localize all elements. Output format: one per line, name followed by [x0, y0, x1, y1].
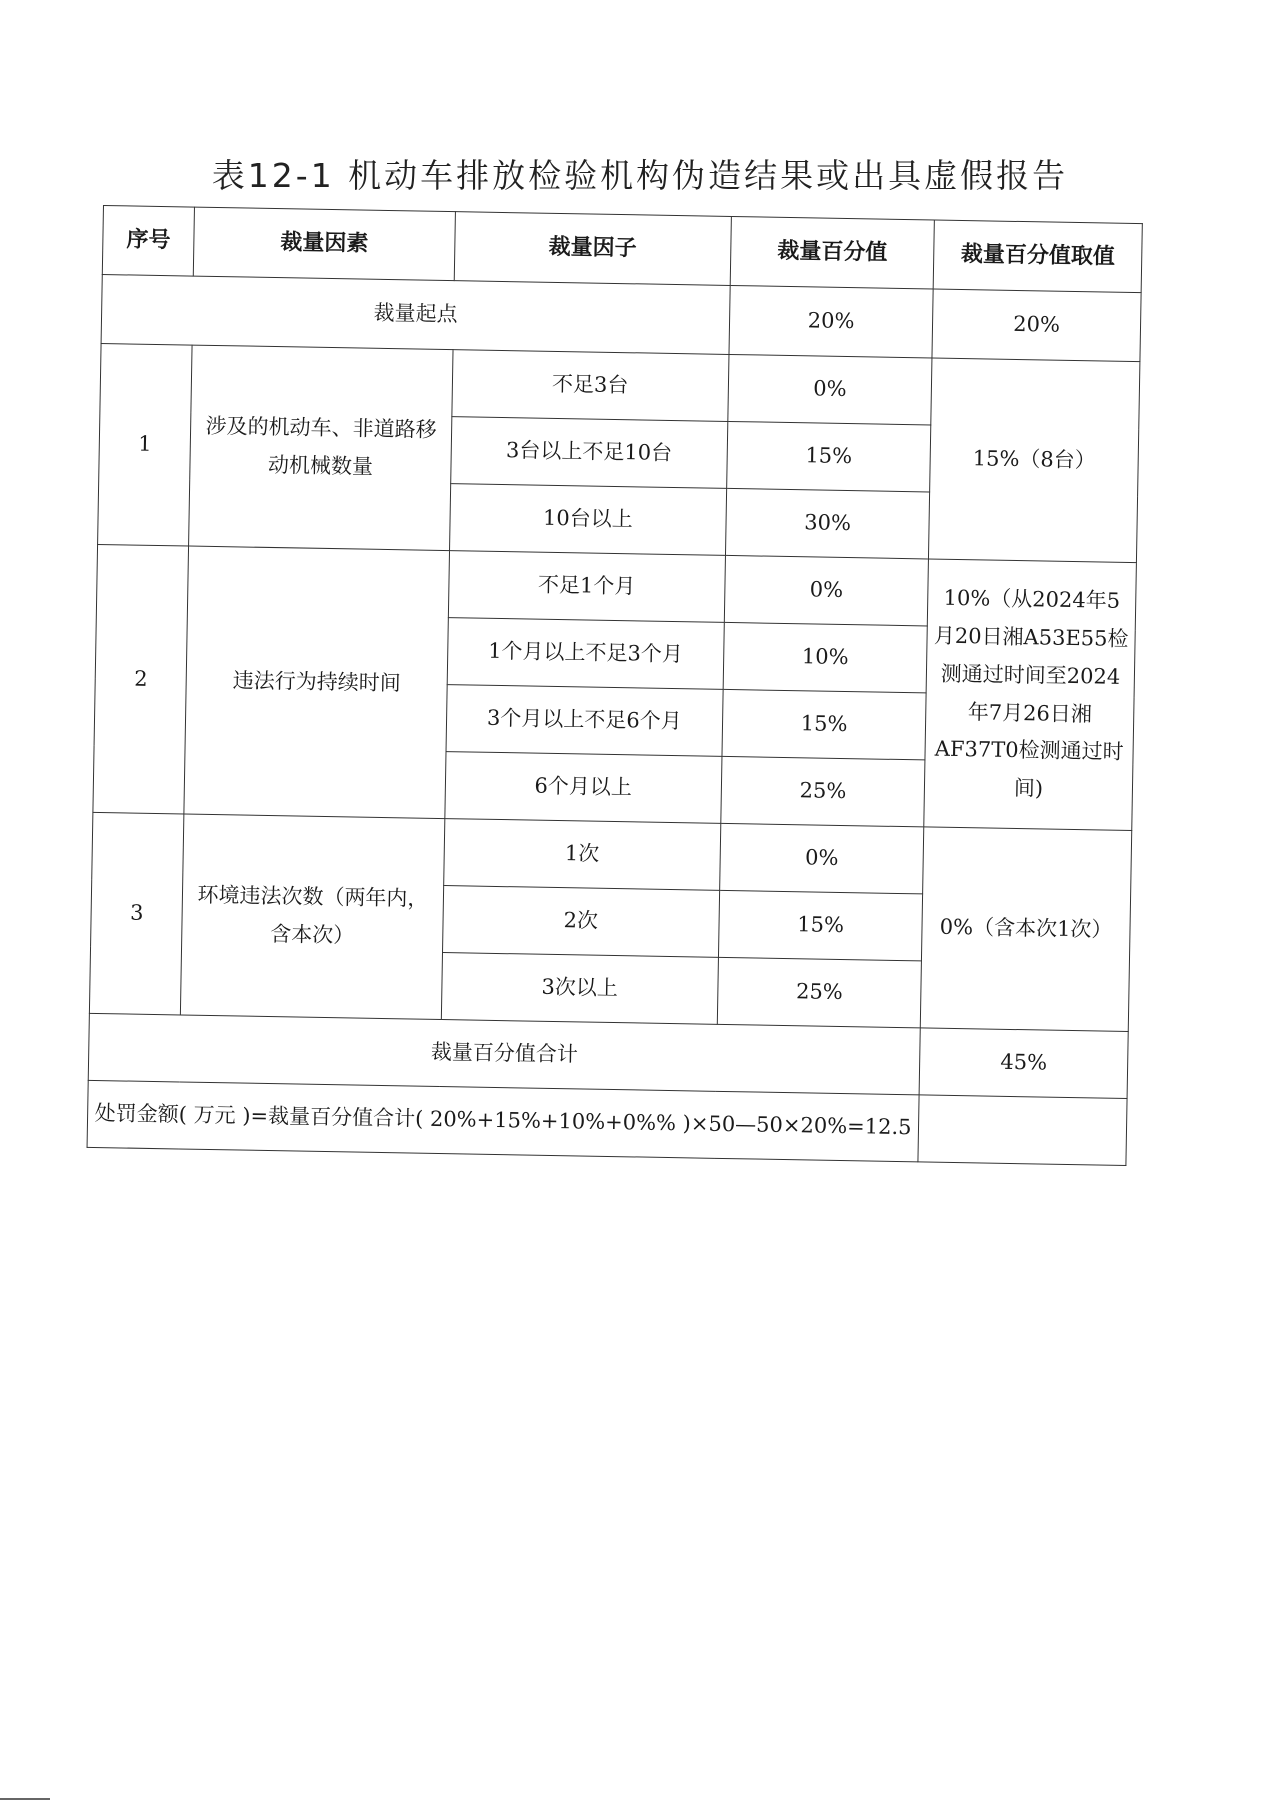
sub-factor-label: 3台以上不足10台	[450, 417, 727, 489]
sub-factor-value: 0%	[728, 354, 932, 425]
sub-factor-label: 1次	[443, 819, 720, 891]
sub-factor-label: 6个月以上	[444, 752, 721, 824]
sub-factor-value: 15%	[718, 890, 922, 961]
penalty-value	[918, 1095, 1127, 1166]
sub-factor-value: 25%	[717, 957, 921, 1028]
header-factor: 裁量因素	[194, 207, 455, 281]
sub-factor-label: 不足3台	[452, 350, 729, 422]
group-factor: 违法行为持续时间	[184, 546, 449, 819]
sub-factor-value: 25%	[721, 756, 925, 827]
header-sub-factor: 裁量因子	[454, 212, 731, 286]
group-factor: 涉及的机动车、非道路移动机械数量	[189, 345, 453, 551]
start-label: 裁量起点	[101, 274, 730, 354]
group-taken: 15%（8台）	[929, 358, 1140, 563]
table-title: 表12-1 机动车排放检验机构伪造结果或出具虚假报告	[211, 156, 1069, 195]
penalty-formula: 处罚金额( 万元 )=裁量百分值合计( 20%+15%+10%+0%% )×50—50×20%=12.5	[87, 1080, 919, 1161]
sub-factor-value: 15%	[727, 421, 931, 492]
sub-factor-value: 15%	[722, 689, 926, 760]
total-value: 45%	[919, 1028, 1128, 1099]
group-serial: 1	[98, 343, 193, 546]
header-serial: 序号	[102, 206, 195, 277]
sub-factor-label: 3次以上	[441, 953, 718, 1025]
start-value: 20%	[729, 285, 933, 358]
discretion-table-wrapper	[87, 205, 1143, 1166]
header-percent-taken: 裁量百分值取值	[933, 220, 1142, 293]
group-serial: 3	[89, 812, 184, 1015]
header-percent: 裁量百分值	[730, 216, 934, 289]
group-serial: 2	[93, 544, 189, 814]
group-factor: 环境违法次数（两年内，含本次）	[181, 814, 445, 1020]
total-label: 裁量百分值合计	[88, 1013, 920, 1094]
sub-factor-label: 2次	[442, 886, 719, 958]
sub-factor-value: 30%	[725, 488, 929, 559]
scan-edge-mark	[0, 1798, 50, 1800]
sub-factor-value: 10%	[723, 622, 927, 693]
start-taken: 20%	[932, 289, 1141, 362]
sub-factor-label: 1个月以上不足3个月	[447, 618, 724, 690]
sub-factor-value: 0%	[720, 823, 924, 894]
sub-factor-label: 不足1个月	[448, 551, 725, 623]
sub-factor-label: 10台以上	[449, 484, 726, 556]
group-taken: 0%（含本次1次）	[920, 827, 1131, 1032]
sub-factor-label: 3个月以上不足6个月	[446, 685, 723, 757]
discretion-table	[87, 205, 1143, 1166]
sub-factor-value: 0%	[724, 555, 928, 626]
group-taken: 10%（从2024年5月20日湘A53E55检测通过时间至2024年7月26日湘AF37T0检测通过时间)	[924, 559, 1136, 831]
